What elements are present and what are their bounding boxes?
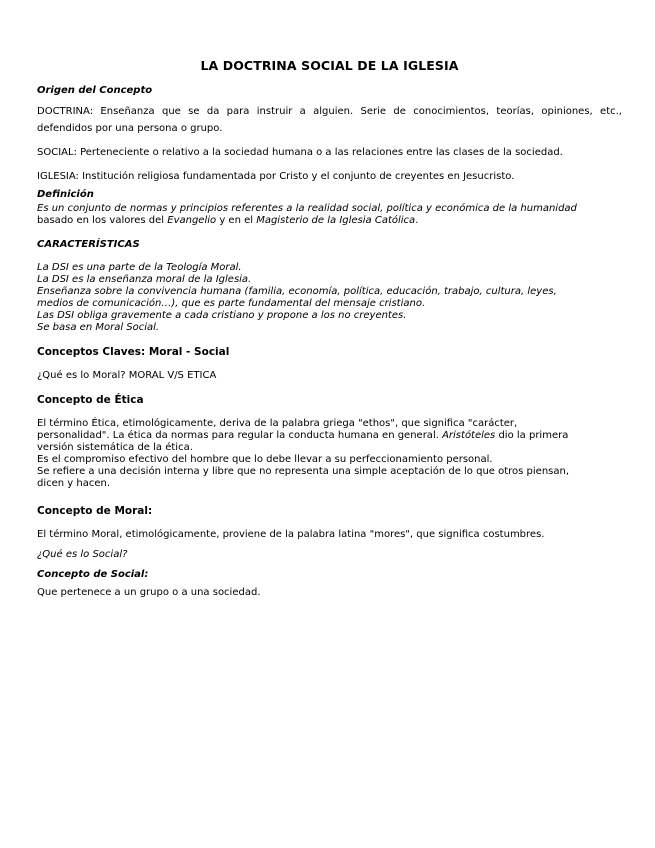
etica-line: dicen y hacen. <box>37 478 111 489</box>
origen-heading: Origen del Concepto <box>37 85 153 96</box>
etica-line <box>37 430 622 442</box>
magisterio-text: Magisterio de la Iglesia Católica <box>256 215 416 226</box>
document-page <box>37 58 622 599</box>
caracteristica-item: Se basa en Moral Social. <box>37 322 160 333</box>
etica-text-a: personalidad". La ética da normas para regular la conducta humana en general. <box>37 430 443 441</box>
caracteristica-item: Enseñanza sobre la convivencia humana (familia, economía, política, educación, trabajo, cultura, leyes, <box>37 286 557 297</box>
caracteristica-item: medios de comunicación…), que es parte fundamental del mensaje cristiano. <box>37 298 426 309</box>
moral-heading: Concepto de Moral: <box>37 505 153 517</box>
caracteristicas-heading: CARACTERÍSTICAS <box>37 239 140 250</box>
iglesia-definition: IGLESIA: Institución religiosa fundamentada por Cristo y el conjunto de creyentes en Jesucristo. <box>37 171 515 182</box>
social-concept-definition: Que pertenece a un grupo o a una sociedad. <box>37 587 261 598</box>
social-heading: Concepto de Social: <box>37 569 149 580</box>
social-question: ¿Qué es lo Social? <box>37 549 128 560</box>
etica-heading: Concepto de Ética <box>37 394 144 406</box>
caracteristicas-list <box>37 262 622 334</box>
aristoteles-text: Aristóteles <box>442 430 496 441</box>
document-title: LA DOCTRINA SOCIAL DE LA IGLESIA <box>200 58 459 73</box>
definicion-text-a: basado en los valores del <box>37 215 168 226</box>
moral-question: ¿Qué es lo Moral? MORAL V/S ETICA <box>37 370 217 381</box>
caracteristica-item: La DSI es una parte de la Teología Moral. <box>37 262 242 273</box>
moral-definition: El término Moral, etimológicamente, proviene de la palabra latina "mores", que significa costumbres. <box>37 529 545 540</box>
etica-text-c: dio la primera <box>495 430 569 441</box>
etica-line: versión sistemática de la ética. <box>37 442 193 453</box>
caracteristica-item: La DSI es la enseñanza moral de la Iglesia. <box>37 274 252 285</box>
doctrina-definition-line1: DOCTRINA: Enseñanza que se da para instruir a alguien. Serie de conocimientos, teorías, opiniones, etc., <box>37 106 622 117</box>
definicion-text-e: . <box>415 215 419 226</box>
etica-body <box>37 418 622 490</box>
etica-line: Es el compromiso efectivo del hombre que lo debe llevar a su perfeccionamiento personal. <box>37 454 493 465</box>
definicion-text-c: y en el <box>216 215 257 226</box>
etica-line: El término Ética, etimológicamente, deriva de la palabra griega "ethos", que significa "carácter, <box>37 418 518 429</box>
definicion-heading: Definición <box>37 189 94 200</box>
doctrina-definition-line2: defendidos por una persona o grupo. <box>37 123 223 134</box>
etica-line: Se refiere a una decisión interna y libre que no representa una simple aceptación de lo que otros piensan, <box>37 466 570 477</box>
definicion-line2 <box>37 215 622 227</box>
social-definition: SOCIAL: Perteneciente o relativo a la sociedad humana o a las relaciones entre las clases de la sociedad. <box>37 147 563 158</box>
definicion-line1: Es un conjunto de normas y principios referentes a la realidad social, política y económica de la humanidad <box>37 203 577 214</box>
caracteristica-item: Las DSI obliga gravemente a cada cristiano y propone a los no creyentes. <box>37 310 407 321</box>
evangelio-text: Evangelio <box>167 215 217 226</box>
conceptos-claves-heading: Conceptos Claves: Moral - Social <box>37 346 230 358</box>
